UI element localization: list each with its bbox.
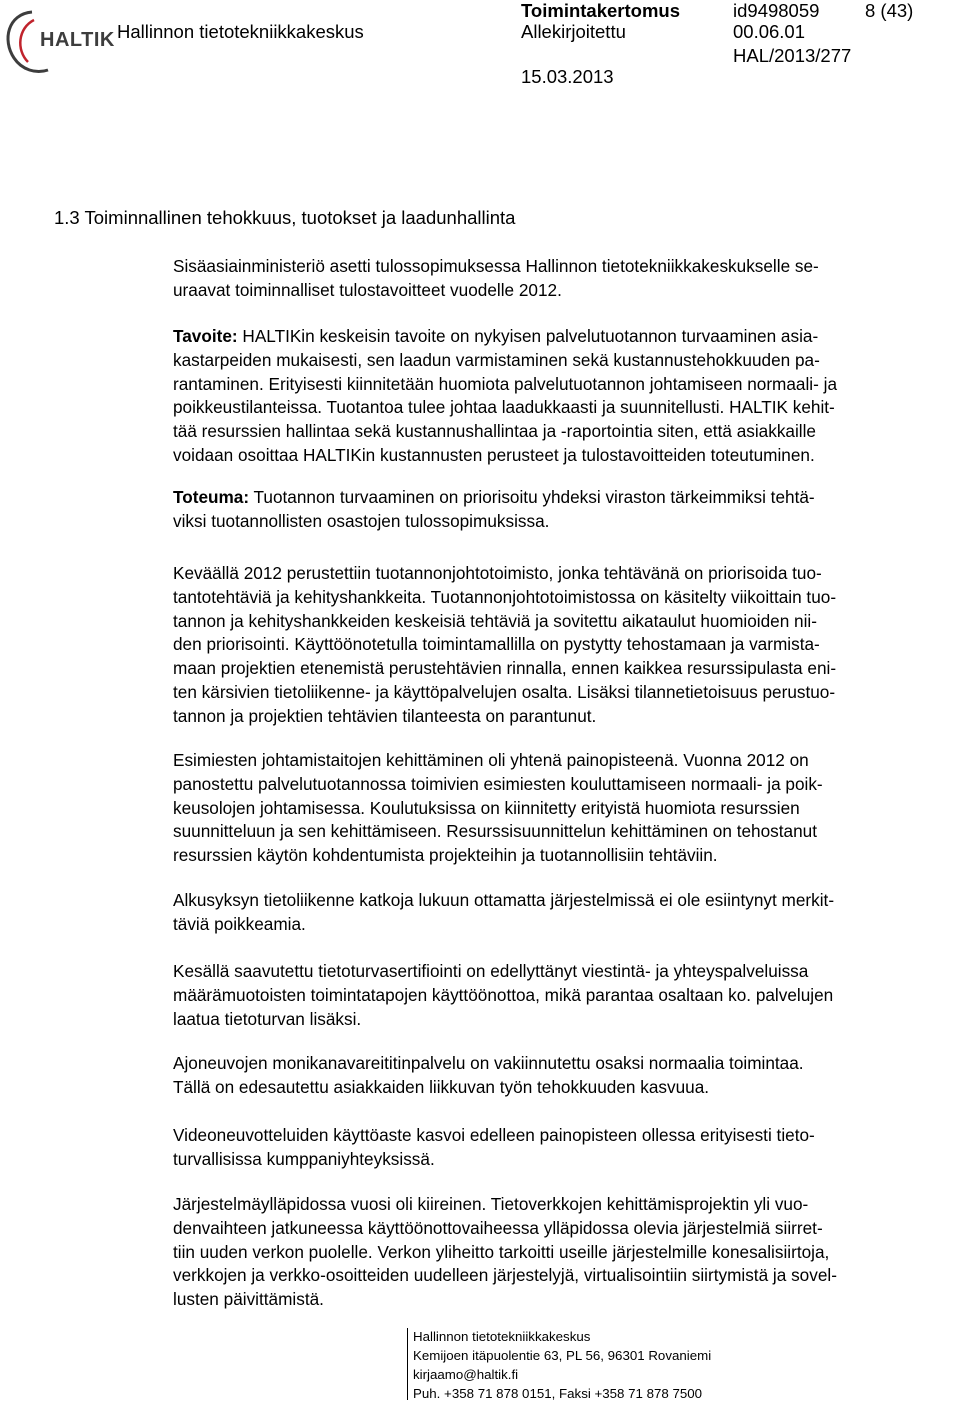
footer-organization: Hallinnon tietotekniikkakeskus bbox=[413, 1329, 591, 1344]
text-line: viksi tuotannollisten osastojen tulossopimuksissa. bbox=[173, 510, 550, 531]
text-line: kastarpeiden mukaisesti, sen laadun varmistaminen sekä kustannustehokkuuden pa- bbox=[173, 349, 820, 370]
paragraph-tietoliikenne bbox=[173, 889, 933, 937]
text-line: laatua tietoturvan lisäksi. bbox=[173, 1008, 362, 1029]
text-line: suunnitteluun ja sen kehittämiseen. Resurssisuunnittelun kehittäminen on tehostanut bbox=[173, 821, 817, 842]
paragraph-intro bbox=[173, 255, 933, 303]
text-line bbox=[173, 325, 933, 349]
text-line: lusten päivittämistä. bbox=[173, 1289, 324, 1310]
text-line: resurssien käytön kohdentumista projekteihin ja tuotannollisiin tehtäviin. bbox=[173, 845, 718, 866]
text-line: Tällä on edesautettu asiakkaiden liikkuvan työn tehokkuuden kasvuua. bbox=[173, 1076, 710, 1097]
logo-text: HALTIK bbox=[40, 29, 115, 51]
text-line: rantaminen. Erityisesti kiinnitetään huomiota palvelutuotannon johtamiseen normaali- ja bbox=[173, 373, 838, 394]
paragraph-tietoturva bbox=[173, 960, 933, 1031]
document-status: Allekirjoitettu bbox=[521, 21, 626, 42]
text-line: Kesällä saavutettu tietoturvasertifiointi on edellyttänyt viestintä- ja yhteyspalveluissa bbox=[173, 961, 809, 981]
paragraph-toteuma bbox=[173, 486, 933, 534]
toteuma-label: Toteuma: bbox=[173, 487, 250, 507]
footer-address: Kemijoen itäpuolentie 63, PL 56, 96301 Rovaniemi bbox=[413, 1348, 712, 1363]
paragraph-tavoite bbox=[173, 325, 933, 468]
text-line: verkkojen ja verkko-osoitteiden uudelleen järjestelyjä, virtualisointiin siirtymistä ja sovel- bbox=[173, 1265, 837, 1286]
header-organization: Hallinnon tietotekniikkakeskus bbox=[117, 21, 364, 42]
footer-divider bbox=[407, 1328, 408, 1400]
paragraph-jarjestelmayllapito bbox=[173, 1193, 933, 1312]
haltik-logo bbox=[0, 0, 115, 80]
text-line: maan projektien etenemistä perustehtävien rinnalla, ennen kaikkea resurssipulasta eni- bbox=[173, 658, 837, 679]
text-line: täviä poikkeamia. bbox=[173, 913, 306, 934]
document-id: id9498059 bbox=[733, 0, 820, 21]
document-type: Toimintakertomus bbox=[521, 0, 680, 21]
text-segment: Tuotannon turvaaminen on priorisoitu yhdeksi viraston tärkeimmiksi tehtä- bbox=[253, 487, 815, 507]
text-line: Ajoneuvojen monikanavareititinpalvelu on vakiinnutettu osaksi normaalia toimintaa. bbox=[173, 1053, 804, 1073]
text-line: poikkeustilanteissa. Tuotantoa tulee johtaa laadukkaasti ja suunnitellusti. HALTIK kehit- bbox=[173, 397, 835, 418]
text-line: turvallisissa kumppaniyhteyksissä. bbox=[173, 1148, 435, 1169]
paragraph-ajoneuvot bbox=[173, 1052, 933, 1100]
page-number: 8 (43) bbox=[865, 0, 914, 21]
section-heading: 1.3 Toiminnallinen tehokkuus, tuotokset ja laadunhallinta bbox=[54, 207, 516, 228]
text-line: tannon ja kehityshankkeiden keskeisiä tehtäviä ja sovitettu aikataulut huomioiden nii- bbox=[173, 610, 817, 631]
document-reference: HAL/2013/277 bbox=[733, 45, 852, 66]
text-line: voidaan osoittaa HALTIKin kustannusten perusteet ja tulostavoitteiden toteutuminen. bbox=[173, 444, 815, 465]
paragraph-esimiehet bbox=[173, 749, 933, 868]
text-line: Esimiesten johtamistaitojen kehittäminen oli yhtenä painopisteenä. Vuonna 2012 on bbox=[173, 750, 809, 770]
text-line: Sisäasiainministeriö asetti tulossopimuksessa Hallinnon tietotekniikkakeskukselle se- bbox=[173, 256, 819, 276]
text-line: keusolojen johtamisessa. Koulutuksissa on kiinnitetty erityistä huomiota resurssien bbox=[173, 797, 800, 818]
text-line bbox=[173, 486, 933, 510]
text-line: panostettu palvelutuotannossa toimivien esimiesten kouluttamiseen normaali- ja poik- bbox=[173, 773, 823, 794]
text-line: ten kärsivien tietoliikenne- ja käyttöpalvelujen osalta. Lisäksi tilannetietoisuus perustuo- bbox=[173, 681, 836, 702]
footer-email[interactable]: kirjaamo@haltik.fi bbox=[413, 1367, 519, 1382]
text-line: tiin uuden verkon puolelle. Verkon yliheitto tarkoitti useille järjestelmille konesalisiirtoja, bbox=[173, 1241, 830, 1262]
text-line: määrämuotoisten toimintatapojen käyttöönottoa, mikä parantaa osaltaan ko. palvelujen bbox=[173, 984, 834, 1005]
text-line: tannon ja projektien tehtävien tilanteesta on parantunut. bbox=[173, 705, 597, 726]
text-line: den priorisointi. Käyttöönotetulla toimintamallilla on pystytty tehostamaan ja varmista- bbox=[173, 634, 820, 655]
text-line: tää resurssien hallintaa sekä kustannushallintaa ja -raportointia siten, että asiakkaille bbox=[173, 421, 816, 442]
text-line: denvaihteen jatkuneessa käyttöönottovaiheessa ylläpidossa olevia järjestelmiä siirret- bbox=[173, 1217, 823, 1238]
text-line: Keväällä 2012 perustettiin tuotannonjohtotoimisto, jonka tehtävänä on priorisoida tuo- bbox=[173, 563, 822, 583]
footer-phone: Puh. +358 71 878 0151, Faksi +358 71 878 7500 bbox=[413, 1386, 703, 1401]
text-line: tantotehtäviä ja kehityshankkeita. Tuotannonjohtotoimistossa on käsitelty viikoittain tuo- bbox=[173, 586, 837, 607]
paragraph-videoneuvottelut bbox=[173, 1124, 933, 1172]
text-line: uraavat toiminnalliset tulostavoitteet vuodelle 2012. bbox=[173, 279, 562, 300]
paragraph-tuotannonjohto bbox=[173, 562, 933, 729]
document-version: 00.06.01 bbox=[733, 21, 806, 42]
text-segment: HALTIKin keskeisin tavoite on nykyisen palvelutuotannon turvaaminen asia- bbox=[242, 326, 819, 346]
text-line: Järjestelmäylläpidossa vuosi oli kiireinen. Tietoverkkojen kehittämisprojektin yli vuo- bbox=[173, 1194, 809, 1214]
text-line: Alkusyksyn tietoliikenne katkoja lukuun ottamatta järjestelmissä ei ole esiintynyt merkit- bbox=[173, 890, 835, 910]
footer bbox=[413, 1327, 711, 1403]
text-line: Videoneuvotteluiden käyttöaste kasvoi edelleen painopisteen ollessa erityisesti tieto- bbox=[173, 1125, 815, 1145]
tavoite-label: Tavoite: bbox=[173, 326, 238, 346]
document-date: 15.03.2013 bbox=[521, 66, 614, 87]
